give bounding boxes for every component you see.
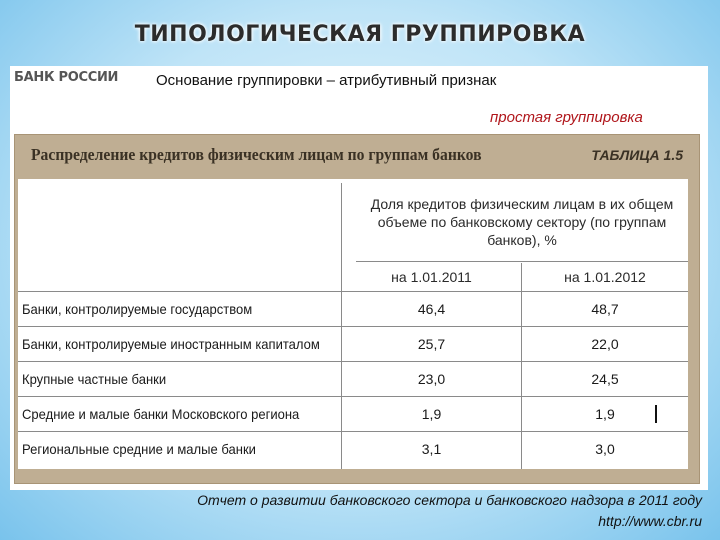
table-row (18, 431, 688, 466)
value-2012: 48,7 (591, 301, 619, 317)
source-url: http://www.cbr.ru (598, 513, 702, 529)
table-number: ТАБЛИЦА 1.5 (591, 147, 683, 163)
table-header-bar (15, 135, 699, 179)
row-label: Банки, контролируемые иностранным капиталом (22, 336, 320, 352)
table-row (18, 361, 688, 396)
source-report-title: Отчет о развитии банковского сектора и банковского надзора в 2011 году (197, 492, 702, 508)
column-group-header-text: Доля кредитов физическим лицам в их общем объеме по банковскому сектору (по группам банков), % (370, 196, 674, 248)
text-cursor (655, 405, 657, 423)
source-footer (10, 490, 708, 540)
value-2012: 3,0 (595, 441, 615, 457)
value-2012: 1,9 (595, 406, 615, 422)
value-2011: 23,0 (417, 371, 446, 387)
value-2012: 24,5 (591, 371, 619, 387)
grouping-basis-text: Основание группировки – атрибутивный признак (156, 72, 497, 89)
row-label: Региональные средние и малые банки (22, 441, 256, 457)
slide-title: ТИПОЛОГИЧЕСКАЯ ГРУППИРОВКА (134, 22, 586, 47)
table-caption: Распределение кредитов физическим лицам по группам банков (31, 145, 482, 164)
table-row (18, 396, 688, 431)
bank-of-russia-logo: БАНК РОССИИ (14, 70, 119, 85)
year-header-2011: на 1.01.2011 (391, 269, 472, 285)
grouping-type-text: простая группировка (490, 109, 643, 126)
table-row (18, 326, 688, 361)
value-2011: 1,9 (421, 406, 442, 422)
value-2011: 3,1 (421, 441, 442, 457)
data-table (14, 134, 700, 484)
value-2011: 25,7 (417, 336, 446, 352)
table-row (18, 291, 688, 326)
column-group-header (356, 183, 688, 262)
value-2011: 46,4 (417, 301, 446, 317)
value-2012: 22,0 (591, 336, 619, 352)
row-label: Средние и малые банки Московского региона (22, 406, 300, 422)
row-label: Крупные частные банки (22, 371, 167, 387)
table-body (18, 179, 688, 469)
year-header-2012: на 1.01.2012 (564, 269, 646, 285)
row-label: Банки, контролируемые государством (22, 301, 253, 317)
